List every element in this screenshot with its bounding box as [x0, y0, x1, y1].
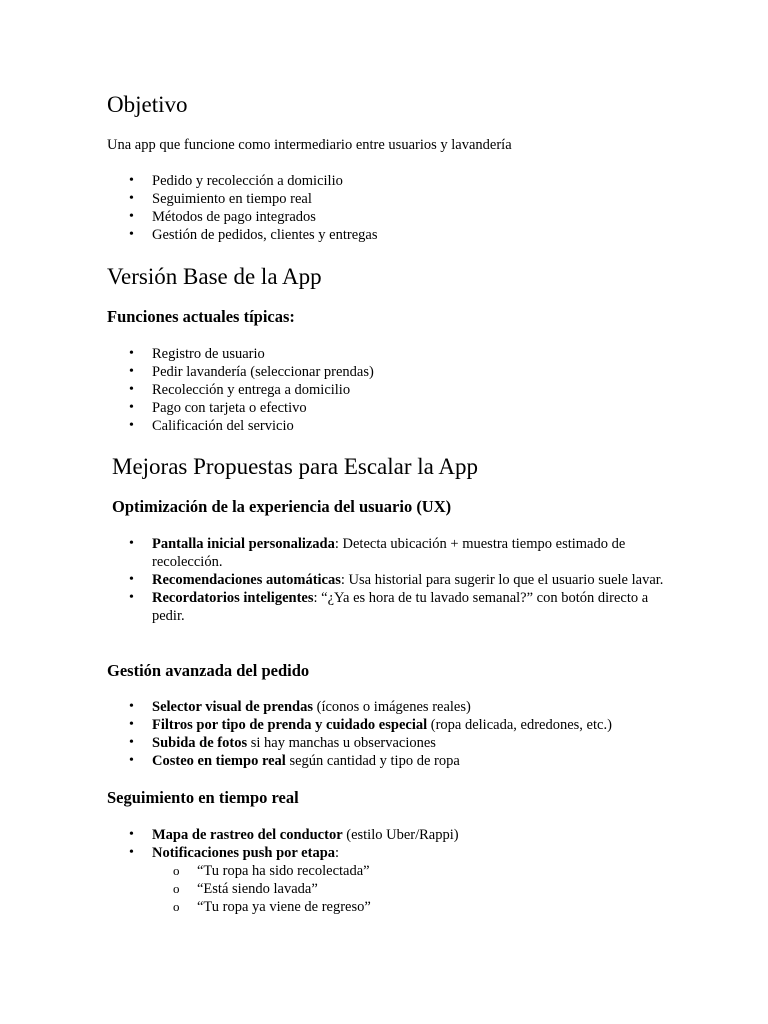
subheading-funciones-actuales: Funciones actuales típicas:: [107, 307, 295, 326]
list-item: • Pedir lavandería (seleccionar prendas): [107, 363, 374, 381]
item-bold: Costeo en tiempo real: [152, 753, 286, 769]
item-bold: Recomendaciones automáticas: [152, 572, 341, 588]
item-bold: Pantalla inicial personalizada: [152, 536, 335, 552]
heading-version-base: Versión Base de la App: [107, 264, 322, 289]
list-item: [107, 571, 672, 589]
item-text: (ropa delicada, edredones, etc.): [427, 717, 612, 733]
list-item: [107, 535, 672, 571]
item-text: :: [335, 845, 340, 861]
item-text: (íconos o imágenes reales): [313, 699, 471, 715]
list-item: [107, 698, 612, 716]
list-item: • Pedido y recolección a domicilio: [107, 172, 378, 190]
objetivo-list: [107, 172, 378, 244]
list-item: • Recolección y entrega a domicilio: [107, 381, 374, 399]
item-bold: Mapa de rastreo del conductor: [152, 827, 343, 843]
item-bold: Selector visual de prendas: [152, 699, 313, 715]
subheading-gestion-avanzada: Gestión avanzada del pedido: [107, 661, 310, 680]
list-item: • Calificación del servicio: [107, 417, 374, 435]
item-text: : Detecta ubicación + muestra tiempo estimado de recolección.: [152, 536, 626, 570]
list-item: • Registro de usuario: [107, 345, 374, 363]
heading-objetivo: Objetivo: [107, 92, 188, 117]
funciones-list: [107, 345, 374, 435]
list-item: • Pago con tarjeta o efectivo: [107, 399, 374, 417]
sub-list-item: o “Está siendo lavada”: [152, 880, 459, 898]
list-item: [107, 844, 459, 916]
item-bold: Notificaciones push por etapa: [152, 845, 336, 861]
list-item: [107, 826, 459, 844]
item-text: según cantidad y tipo de ropa: [285, 753, 460, 769]
objetivo-description: Una app que funcione como intermediario entre usuarios y lavandería: [107, 137, 512, 153]
list-item: [107, 716, 612, 734]
item-bold: Filtros por tipo de prenda y cuidado especial: [152, 717, 428, 733]
item-text: (estilo Uber/Rappi): [342, 827, 459, 843]
seguimiento-list: [107, 826, 459, 916]
notificaciones-sublist: [152, 862, 459, 916]
ux-list: [107, 535, 672, 625]
heading-mejoras-propuestas: Mejoras Propuestas para Escalar la App: [112, 454, 478, 479]
sub-list-item: o “Tu ropa ya viene de regreso”: [152, 898, 459, 916]
list-item: [107, 752, 612, 770]
list-item: • Métodos de pago integrados: [107, 208, 378, 226]
sub-list-item: o “Tu ropa ha sido recolectada”: [152, 862, 459, 880]
item-text: : Usa historial para sugerir lo que el usuario suele lavar.: [340, 572, 664, 588]
list-item: • Gestión de pedidos, clientes y entregas: [107, 226, 378, 244]
list-item: [107, 589, 672, 625]
list-item: • Seguimiento en tiempo real: [107, 190, 378, 208]
subheading-ux: Optimización de la experiencia del usuario (UX): [112, 497, 452, 516]
item-text: : “¿Ya es hora de tu lavado semanal?” con botón directo a pedir.: [152, 590, 649, 624]
item-text: si hay manchas u observaciones: [247, 735, 436, 751]
item-bold: Recordatorios inteligentes: [152, 590, 314, 606]
item-bold: Subida de fotos: [152, 735, 248, 751]
subheading-seguimiento: Seguimiento en tiempo real: [107, 788, 299, 807]
list-item: [107, 734, 612, 752]
gestion-list: [107, 698, 612, 770]
